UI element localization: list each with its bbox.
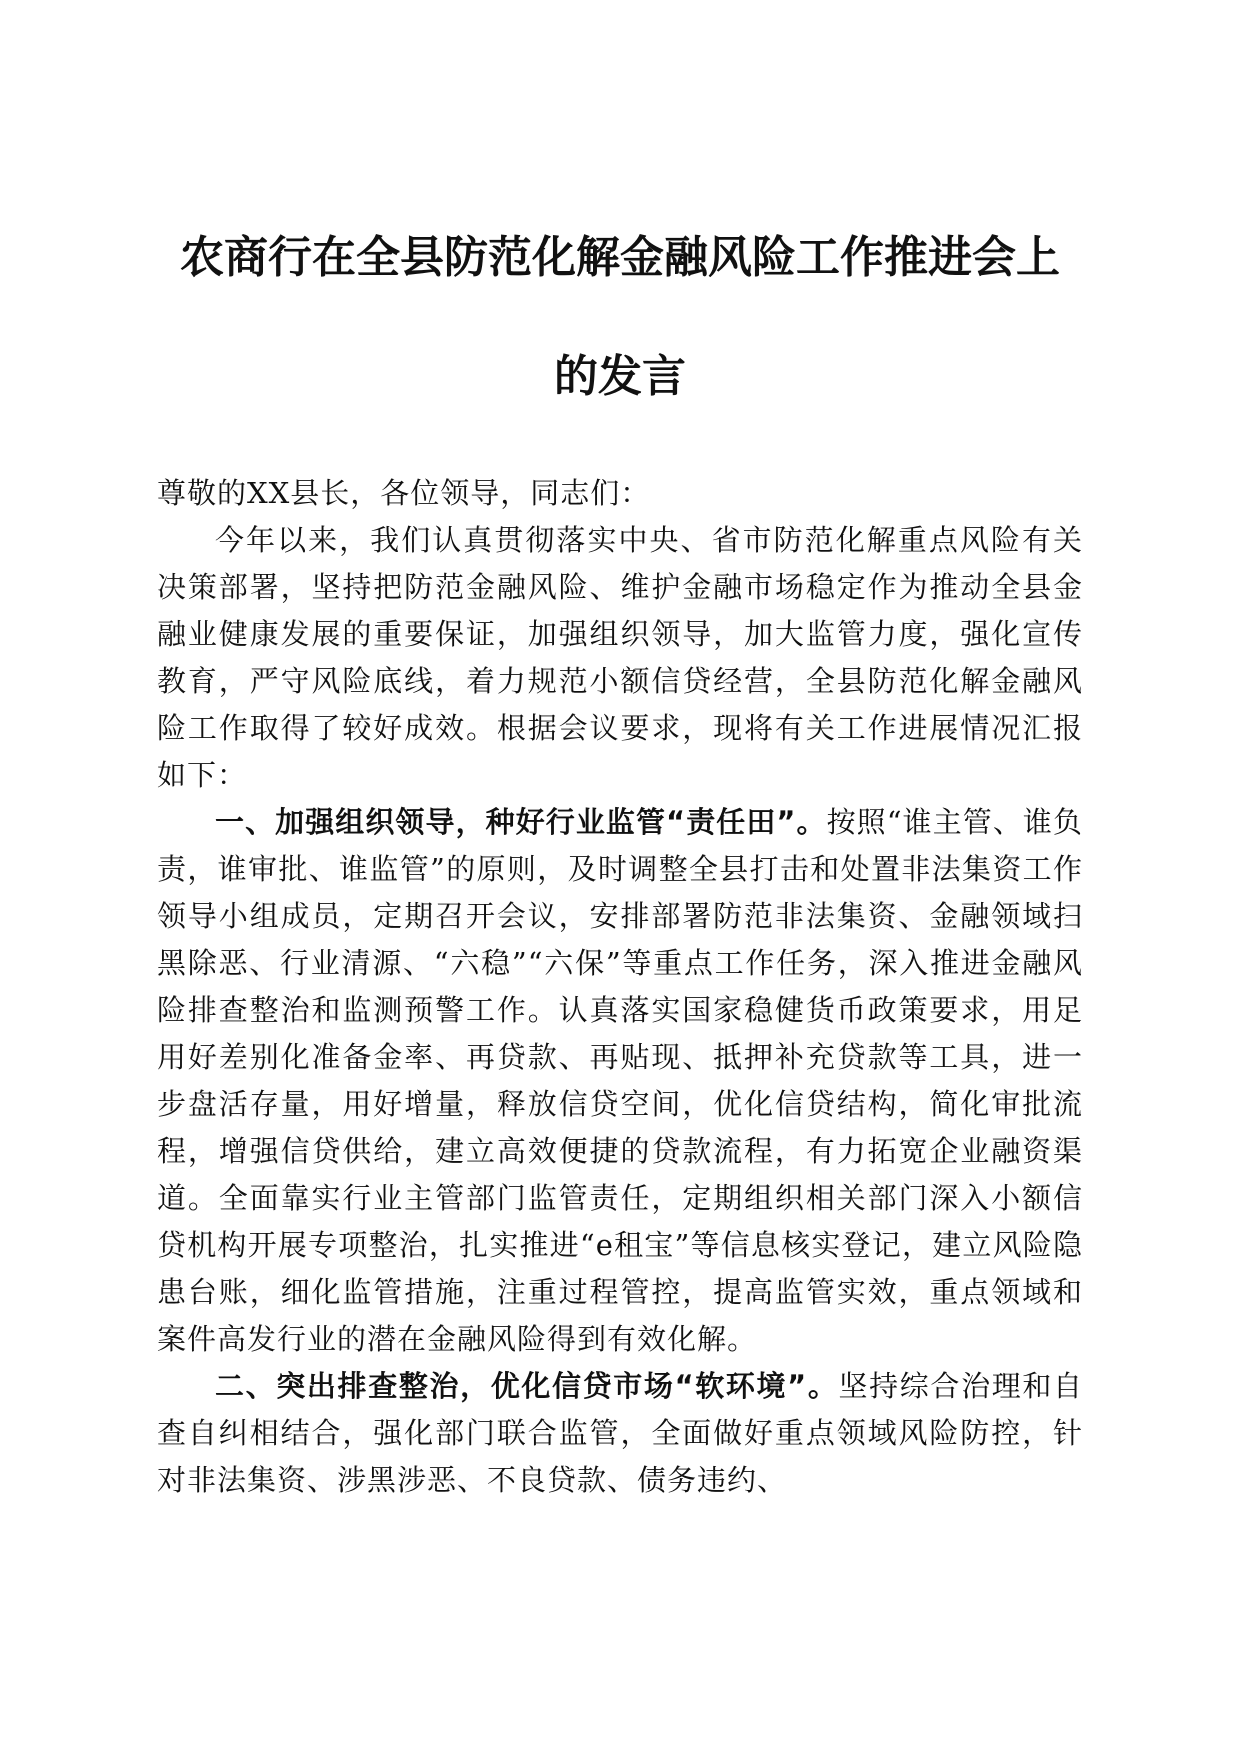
section-1-heading: 一、加强组织领导，种好行业监管“责任田”。 [215,805,827,839]
document-title-line-2: 的发言 [554,351,686,402]
section-2-body: 坚持综合治理和自查自纠相结合，强化部门联合监管，全面做好重点领域风险防控，针对非法集资、涉黑涉恶、不良贷款、债务违约、 [157,1369,1083,1497]
salutation: 尊敬的XX县长，各位领导，同志们： [157,476,651,510]
section-1-body: 按照“谁主管、谁负责，谁审批、谁监管”的原则，及时调整全县打击和处置非法集资工作领导小组成员，定期召开会议，安排部署防范非法集资、金融领域扫黑除恶、行业清源、“六稳”“六保”等重点工作任务，深入推进金融风险排查整治和监测预警工作。认真落实国家稳健货币政策要求，用足用好差别化准备金率、再贷款、再贴现、抵押补充贷款等工具，进一步盘活存量，用好增量，释放信贷空间，优化信贷结构，简化审批流程，增强信贷供给，建立高效便捷的贷款流程，有力拓宽企业融资渠道。全面靠实行业主管部门监管责任，定期组织相关部门深入小额信贷机构开展专项整治，扎实推进“e租宝”等信息核实登记，建立风险隐患台账，细化监管措施，注重过程管控，提高监管实效，重点领域和案件高发行业的潜在金融风险得到有效化解。 [157,805,1084,1356]
section-2-paragraph [157,1363,1083,1504]
document-title-line-1: 农商行在全县防范化解金融风险工作推进会上 [180,232,1060,283]
section-1-paragraph [157,799,1083,1363]
intro-paragraph: 今年以来，我们认真贯彻落实中央、省市防范化解重点风险有关决策部署，坚持把防范金融风险、维护金融市场稳定作为推动全县金融业健康发展的重要保证，加强组织领导，加大监管力度，强化宣传教育，严守风险底线，着力规范小额信贷经营，全县防范化解金融风险工作取得了较好成效。根据会议要求，现将有关工作进展情况汇报如下： [157,523,1083,792]
document-body [157,470,1083,1504]
section-2-heading: 二、突出排查整治，优化信贷市场“软环境”。 [215,1369,839,1403]
